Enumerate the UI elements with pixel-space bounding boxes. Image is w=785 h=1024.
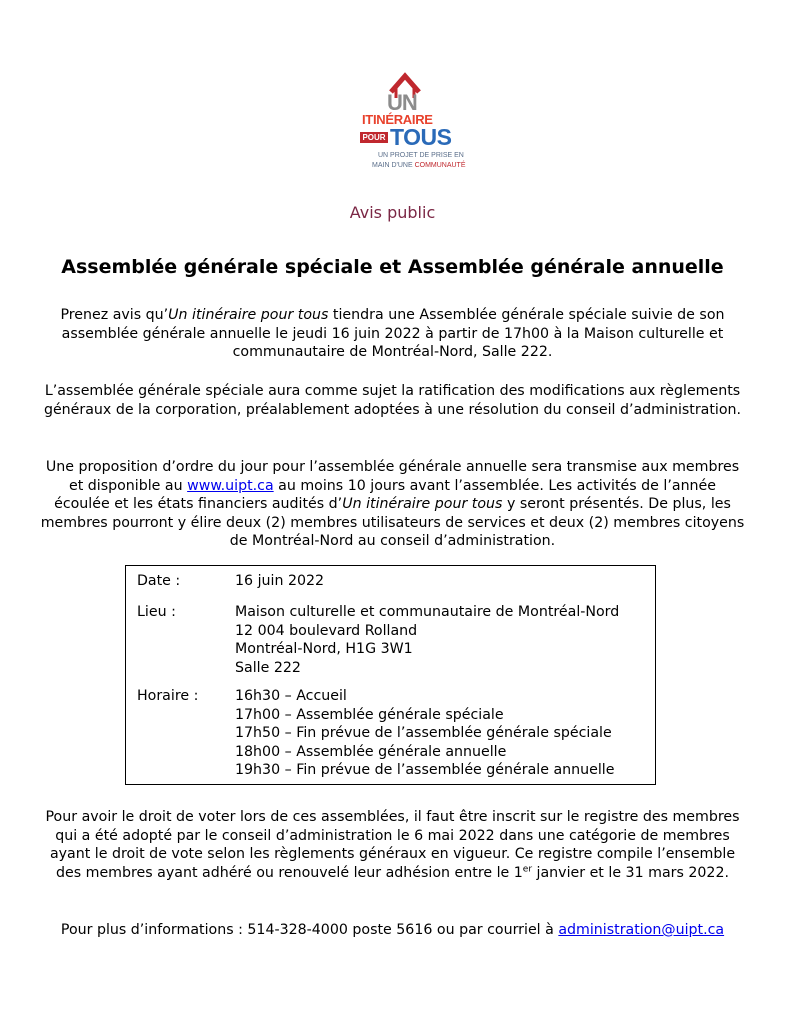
date-value: 16 juin 2022	[235, 573, 325, 589]
organization-logo	[360, 68, 466, 178]
notice-label: Avis public	[349, 203, 436, 222]
event-details-box	[125, 565, 656, 785]
location-line: 12 004 boulevard Rolland	[235, 622, 418, 639]
schedule-item: 17h50 – Fin prévue de l’assemblée générale spéciale	[235, 725, 612, 741]
schedule-item: 19h30 – Fin prévue de l’assemblée générale annuelle	[235, 762, 615, 778]
contact-paragraph: Pour plus d’informations : 514-328-4000 poste 5616 ou par courriel à administration@uipt.ca	[60, 922, 725, 938]
organization-name: Un itinéraire pour tous	[342, 496, 503, 512]
schedule-label: Horaire :	[137, 688, 199, 704]
location-line: Salle 222	[235, 659, 301, 676]
logo-word-un: UN	[387, 90, 417, 115]
logo-tagline-line1: UN PROJET DE PRISE EN	[378, 152, 464, 159]
logo-word-itineraire: ITINÉRAIRE	[362, 112, 433, 127]
special-assembly-paragraph: L’assemblée générale spéciale aura comme sujet la ratification des modifications aux règlements généraux de la corporation, préalablement adoptées à une résolution du conseil d’administration.	[43, 383, 742, 418]
date-label: Date :	[137, 573, 181, 589]
agenda-paragraph: Une proposition d’ordre du jour pour l’assemblée générale annuelle sera transmise aux membres et disponible au www.uipt.ca au moins 10 jours avant l’assemblée. Les activités de l’année écoulée et les états financiers audités d’Un itinéraire pour tous y seront présentés. De plus, les membres pourront y élire deux (2) membres utilisateurs de services et deux (2) membres citoyens de Montréal-Nord au conseil d’administration.	[40, 459, 745, 549]
logo-tagline-line2: MAIN D'UNE COMMUNAUTÉ	[372, 162, 466, 169]
logo-word-tous: TOUS	[390, 124, 452, 150]
schedule-item: 16h30 – Accueil	[235, 688, 347, 704]
page-title: Assemblée générale spéciale et Assemblée générale annuelle	[61, 256, 724, 278]
logo-word-pour: POUR	[360, 132, 388, 143]
schedule-item: 18h00 – Assemblée générale annuelle	[235, 743, 507, 760]
voting-rights-paragraph: Pour avoir le droit de voter lors de ces assemblées, il faut être inscrit sur le registre des membres qui a été adopté par le conseil d’administration le 6 mai 2022 dans une catégorie de membres ayant le droit de vote selon les règlements généraux en vigueur. Ce registre compile l’ensemble des membres ayant adhéré ou renouvelé leur adhésion entre le 1er janvier et le 31 mars 2022.	[45, 809, 740, 881]
organization-name: Un itinéraire pour tous	[168, 307, 329, 323]
location-line: Montréal-Nord, H1G 3W1	[235, 641, 413, 657]
intro-paragraph: Prenez avis qu’Un itinéraire pour tous tiendra une Assemblée générale spéciale suivie de son assemblée générale annuelle le jeudi 16 juin 2022 à partir de 17h00 à la Maison culturelle et communautaire de Montréal-Nord, Salle 222.	[60, 307, 725, 360]
schedule-item: 17h00 – Assemblée générale spéciale	[235, 706, 504, 723]
location-line: Maison culturelle et communautaire de Montréal-Nord	[235, 604, 620, 620]
website-link[interactable]: www.uipt.ca	[187, 477, 274, 494]
location-label: Lieu :	[137, 604, 176, 620]
email-link[interactable]: administration@uipt.ca	[558, 922, 725, 938]
